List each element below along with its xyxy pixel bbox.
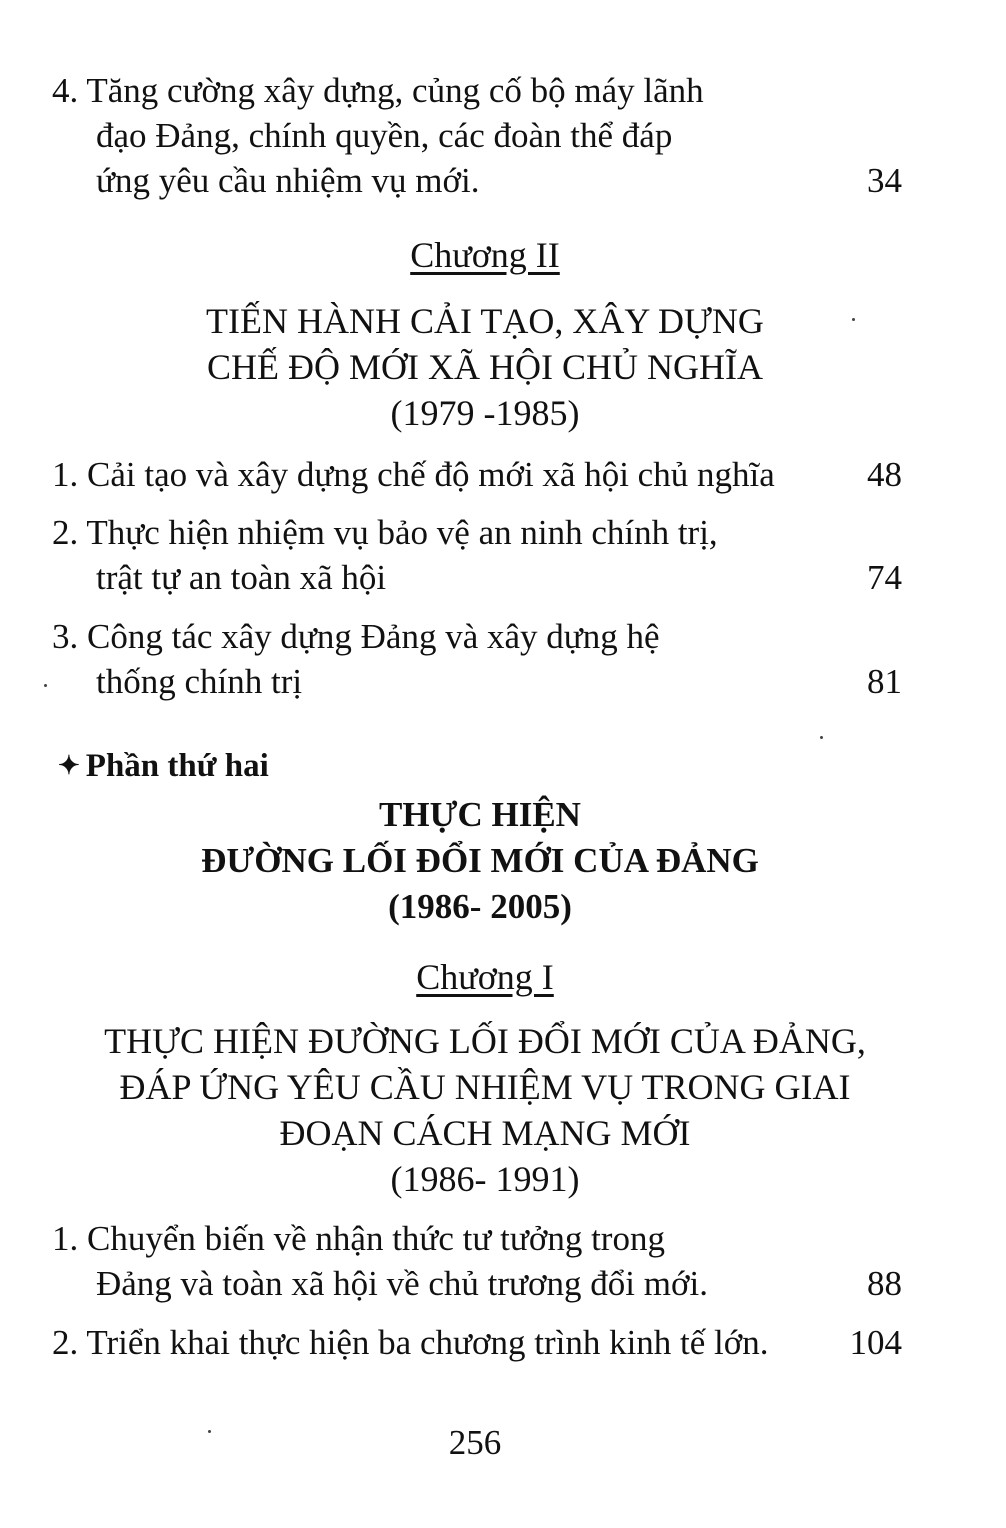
chapter-title-line: (1986- 1991)	[390, 1159, 580, 1199]
toc-entry-line: đạo Đảng, chính quyền, các đoàn thể đáp	[96, 116, 673, 155]
scan-speck	[208, 1430, 211, 1433]
toc-entry-line: 2. Triển khai thực hiện ba chương trình kinh tế lớn.	[52, 1323, 769, 1362]
toc-entry-line: 2. Thực hiện nhiệm vụ bảo vệ an ninh chính trị,	[52, 513, 718, 552]
toc-page-number: 34	[867, 161, 902, 200]
chapter-title	[0, 1018, 970, 1202]
toc-entry-line: thống chính trị	[96, 662, 303, 701]
toc-page-number: 88	[867, 1264, 902, 1303]
scan-speck	[852, 318, 855, 321]
toc-page-number: 74	[867, 558, 902, 597]
toc-page-number: 104	[849, 1323, 902, 1362]
chapter-title-line: ĐOẠN CÁCH MẠNG MỚI	[279, 1113, 691, 1153]
toc-entry-line: 4. Tăng cường xây dựng, củng cố bộ máy lãnh	[52, 71, 704, 110]
chapter-label: Chương I	[416, 957, 554, 997]
toc-entry-line: ứng yêu cầu nhiệm vụ mới.	[96, 161, 480, 200]
scan-speck	[820, 736, 823, 739]
part-title-line: (1986- 2005)	[388, 887, 572, 926]
chapter-title-line: ĐÁP ỨNG YÊU CẦU NHIỆM VỤ TRONG GIAI	[119, 1067, 851, 1107]
toc-entry-1	[52, 452, 902, 497]
footer-page-number: 256	[448, 1423, 502, 1462]
toc-entry-line: 3. Công tác xây dựng Đảng và xây dựng hệ	[52, 617, 660, 656]
chapter-title-line: CHẾ ĐỘ MỚI XÃ HỘI CHỦ NGHĨA	[207, 347, 763, 387]
part-title-line: THỰC HIỆN	[379, 795, 581, 834]
part-label-text: Phần thứ hai	[85, 748, 269, 784]
toc-entry-2	[52, 1320, 902, 1365]
toc-entry-1	[52, 1216, 902, 1306]
toc-entry-line: trật tự an toàn xã hội	[96, 558, 387, 597]
chapter-title-line: (1979 -1985)	[390, 393, 580, 433]
toc-page-number: 48	[867, 455, 902, 494]
chapter-title	[0, 298, 970, 436]
part-title	[0, 792, 960, 930]
part-label	[58, 748, 269, 785]
toc-entry-4	[52, 68, 902, 203]
toc-entry-3	[52, 614, 902, 704]
toc-entry-line: Đảng và toàn xã hội về chủ trương đổi mới.	[96, 1264, 708, 1303]
toc-entry-2	[52, 510, 902, 600]
toc-entry-line: 1. Cải tạo và xây dựng chế độ mới xã hội chủ nghĩa	[52, 455, 775, 494]
part-title-line: ĐƯỜNG LỐI ĐỔI MỚI CỦA ĐẢNG	[201, 841, 759, 880]
chapter-title-line: THỰC HIỆN ĐƯỜNG LỐI ĐỔI MỚI CỦA ĐẢNG,	[104, 1021, 866, 1061]
scan-speck	[44, 684, 47, 687]
toc-entry-line: 1. Chuyển biến về nhận thức tư tưởng trong	[52, 1219, 665, 1258]
star-icon: ✦	[58, 751, 80, 780]
chapter-label: Chương II	[410, 235, 560, 275]
toc-page-number: 81	[867, 662, 902, 701]
chapter-title-line: TIẾN HÀNH CẢI TẠO, XÂY DỰNG	[206, 301, 764, 341]
